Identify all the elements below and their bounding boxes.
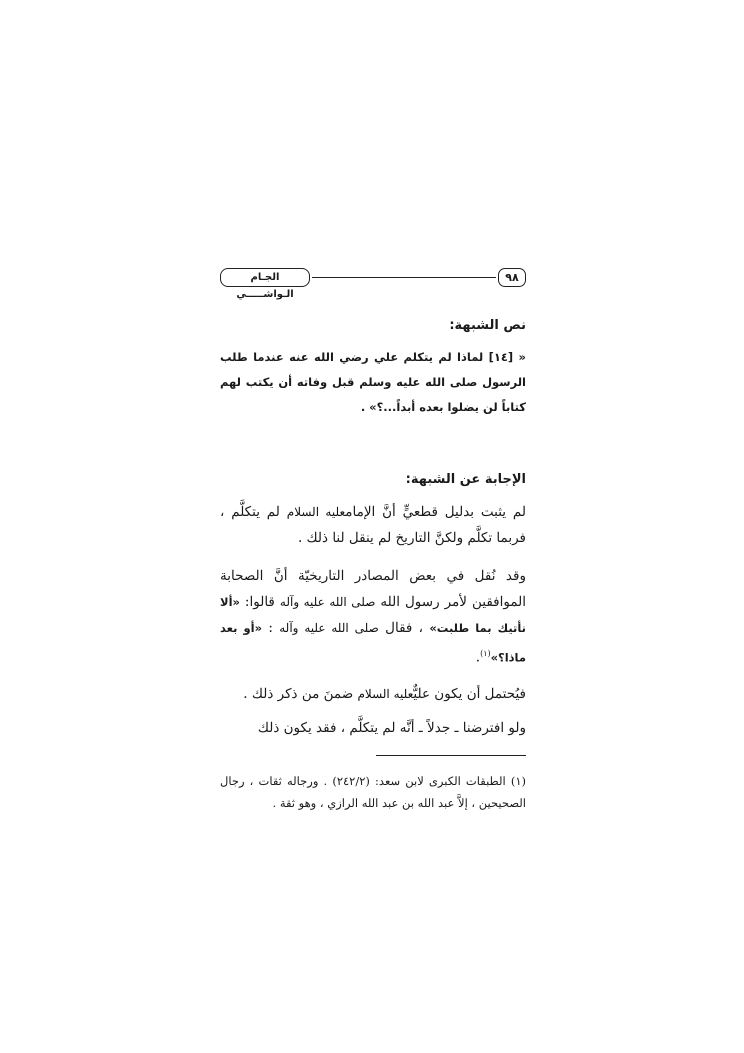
honorific-symbol: عليه السلام	[357, 686, 414, 701]
page-header	[220, 268, 526, 300]
honorific-symbol: صلى الله عليه وآله	[279, 595, 376, 609]
answer-paragraph-3: فيُحتمل أن يكون عليٌّعليه السلام ضمنَ من ذكر ذلك .	[243, 685, 526, 702]
honorific-symbol: عليه السلام	[286, 505, 346, 519]
quote: «أو بعد ماذا؟»	[220, 621, 526, 665]
doubt-heading: نص الشبهة:	[449, 318, 526, 333]
quote: «ألا نأتيك بما طلبت»	[220, 595, 526, 635]
answer-paragraph-4: ولو افترضنا ـ جدلاً ـ أنَّه لم يتكلَّم ، فقد يكون ذلك	[257, 719, 526, 736]
honorific-symbol: صلى الله عليه وآله	[279, 621, 379, 635]
running-title: الجـام الـواشـــــي	[220, 268, 310, 287]
footnote-rule	[376, 755, 526, 756]
header-rule	[312, 277, 496, 278]
answer-heading: الإجابة عن الشبهة:	[405, 472, 526, 487]
footnote: (١) الطبقات الكبرى لابن سعد: (٢٤٢/٢) . ورجاله ثقات ، رجال الصحيحين ، إلاَّ عبد الله بن عبد الله الرازي ، وهو ثقة .	[220, 773, 526, 810]
answer-paragraph-2: وقد نُقل في بعض المصادر التاريخيّة أنَّ الصحابة الموافقين لأمر رسول الله صلى الله عليه وآله قالوا: «ألا نأتيك بما طلبت» ، فقال صلى الله عليه وآله : «أو بعد ماذا؟»$^{(١)}$.	[220, 568, 526, 666]
answer-paragraph-1: لم يثبت بدليل قطعيٍّ أنَّ الإمامعليه السلام لم يتكلَّم ، فربما تكلَّم ولكنَّ التاريخ لم ينقل لنا ذلك .	[220, 504, 527, 546]
doubt-text: « [١٤] لماذا لم يتكلم علي رضي الله عنه عندما طلب الرسول صلى الله عليه وسلم قبل وفاته أن يكتب لهم كتاباً لن يضلوا بعده أبداً...؟» .	[220, 350, 526, 414]
page-number: ٩٨	[498, 268, 526, 287]
footnote-reference: (١)	[480, 649, 491, 658]
book-page	[220, 268, 526, 814]
